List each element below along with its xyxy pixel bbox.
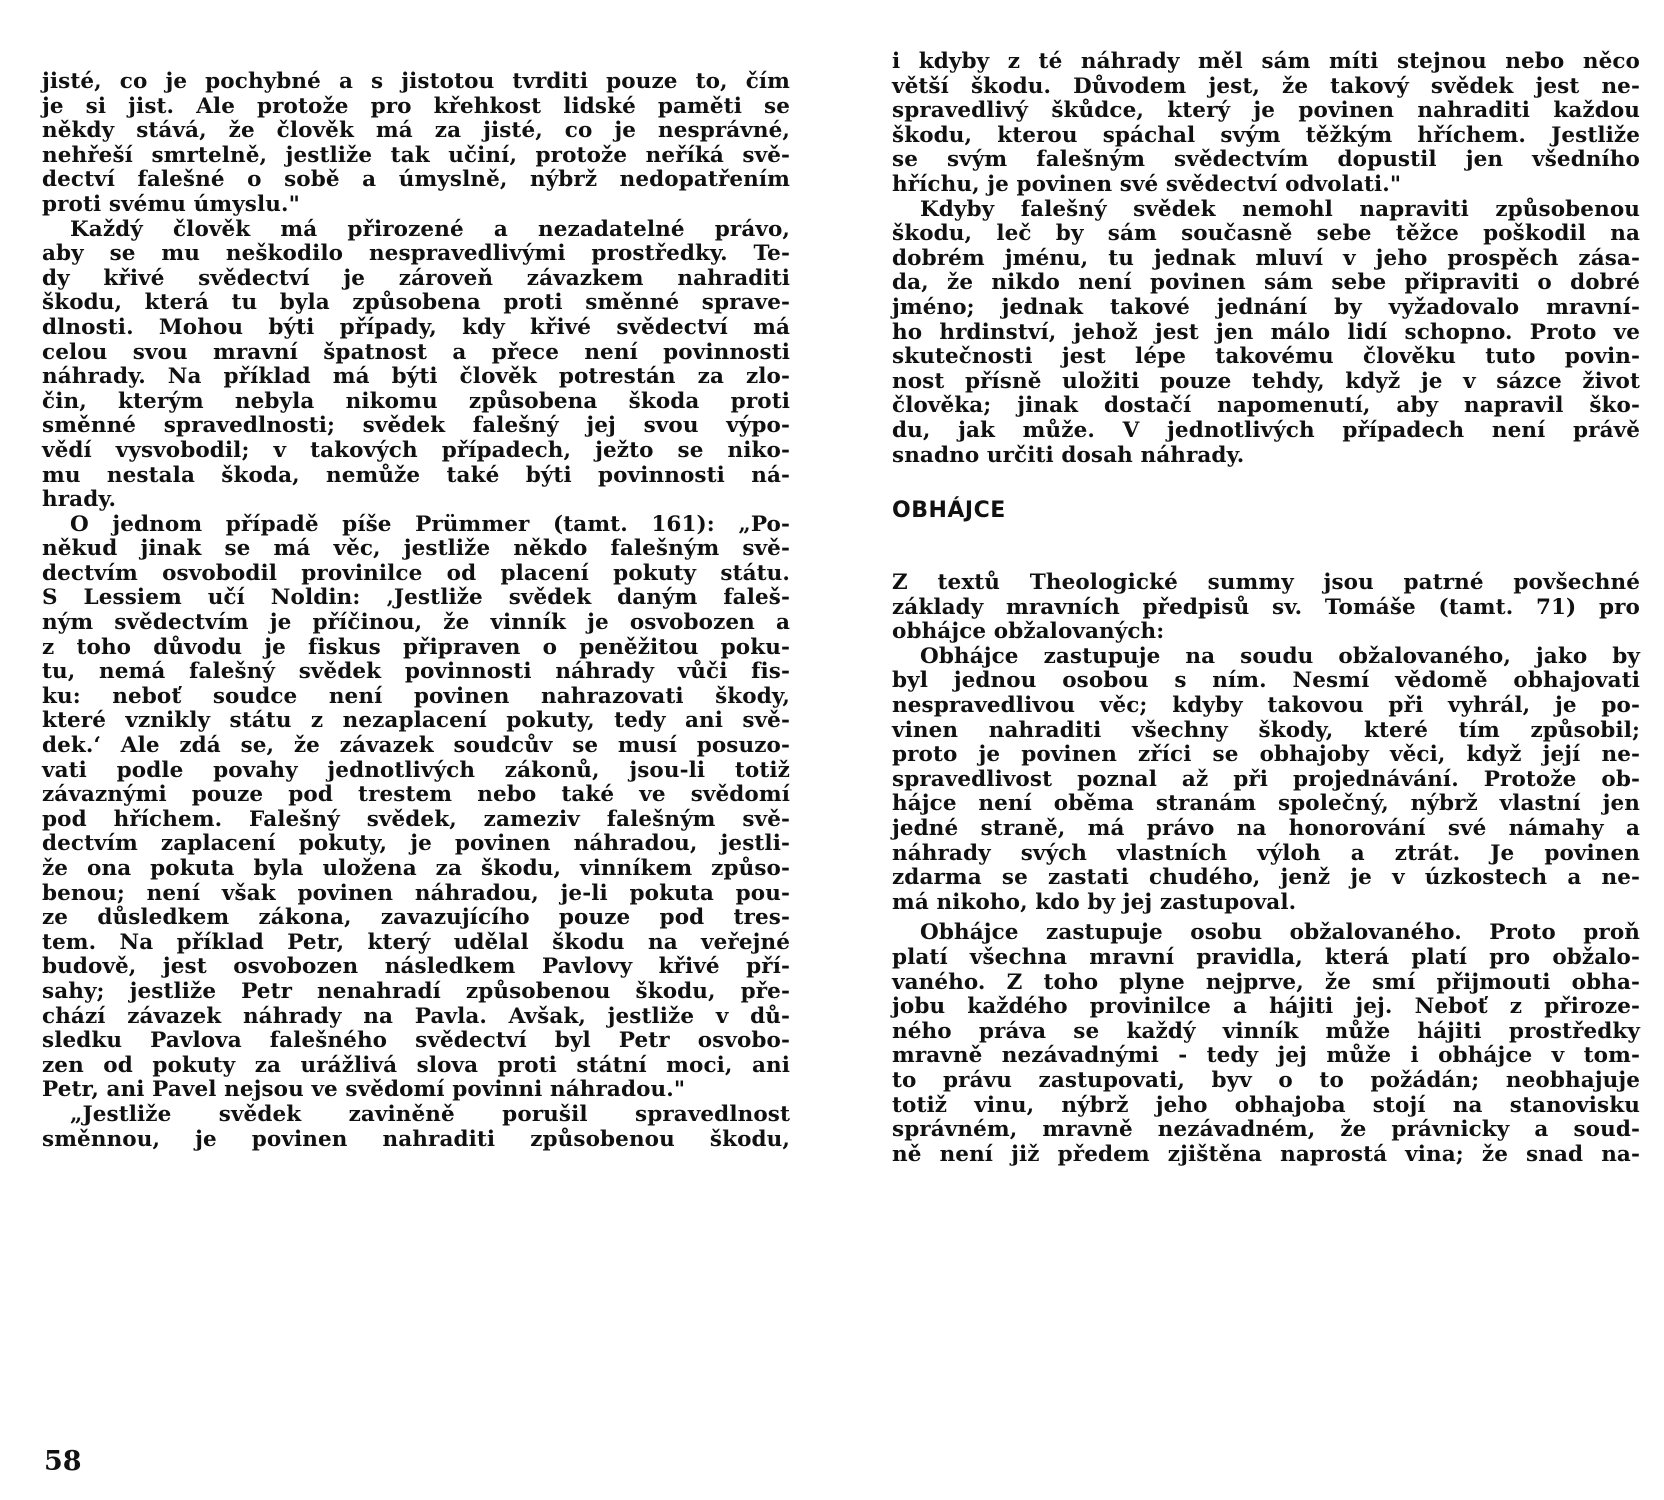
text-line: sledku Pavlova falešného svědectví byl Petr osvobo- <box>42 1028 790 1054</box>
text-line: Obhájce zastupuje na soudu obžalovaného, jako by <box>920 643 1640 669</box>
text-line: škodu, kterou spáchal svým těžkým hříchem. Jestliže <box>892 122 1640 148</box>
text-line: dobrém jménu, tu jednak mluví v jeho prospěch zása- <box>892 245 1640 271</box>
text-line: da, že nikdo není povinen sám sebe připraviti o dobré <box>892 270 1640 296</box>
text-line: které vznikly státu z nezaplacení pokuty, tedy ani svě- <box>42 708 790 734</box>
text-line: aby se mu neškodilo nespravedlivými prostředky. Te- <box>42 241 790 267</box>
text-line: ku: neboť soudce není povinen nahrazovati škody, <box>42 683 790 709</box>
left-column-text <box>42 70 790 1152</box>
text-line: směnné spravedlnosti; svědek falešný jej svou výpo- <box>42 413 790 439</box>
text-line: vědí vysvobodil; v takových případech, ježto se niko- <box>42 437 790 463</box>
text-line: budově, jest osvobozen následkem Pavlovy křivé pří- <box>42 954 790 980</box>
text-line: hájce není oběma stranám společný, nýbrž vlastní jen <box>892 791 1640 817</box>
text-line: jedné straně, má právo na honorování své námahy a <box>892 816 1640 842</box>
text-line: že ona pokuta byla uložena za škodu, vinníkem způso- <box>42 856 790 881</box>
text-line: Obhájce zastupuje osobu obžalovaného. Proto proň <box>920 920 1640 946</box>
section-heading: OBHÁJCE <box>892 498 1006 524</box>
text-line: správném, mravně nezávadném, že právnicky a soud- <box>892 1117 1640 1143</box>
text-line: tem. Na příklad Petr, který udělal škodu na veřejné <box>42 929 790 955</box>
text-line: základy mravních předpisů sv. Tomáše (tamt. 71) pro <box>892 594 1640 620</box>
text-line: O jednom případě píše Prümmer (tamt. 161): „Po- <box>70 511 790 537</box>
text-line: někud jinak se má věc, jestliže někdo falešným svě- <box>42 536 790 562</box>
text-line: čin, kterým nebyla nikomu způsobena škoda proti <box>42 388 790 414</box>
text-line: spravedlivý škůdce, který je povinen nahraditi každou <box>892 98 1640 124</box>
text-line: dy křivé svědectví je zároveň závazkem nahraditi <box>42 265 790 291</box>
text-line: vaného. Z toho plyne nejprve, že smí přijmouti obha- <box>892 969 1640 995</box>
text-line: mravně nezávadnými - tedy jej může i obhájce v tom- <box>892 1043 1640 1069</box>
text-line: sahy; jestliže Petr nenahradí způsobenou škodu, pře- <box>42 978 790 1004</box>
text-line: někdy stává, že člověk má za jisté, co je nesprávné, <box>42 118 790 144</box>
text-line: dectví falešné o sobě a úmyslně, nýbrž nedopatřením <box>42 167 790 193</box>
text-line: dek.‘ Ale zdá se, že závazek soudcův se musí posuzo- <box>42 733 790 759</box>
text-line: proto je povinen zříci se obhajoby věci, když její ne- <box>892 742 1640 768</box>
text-line: vati podle povahy jednotlivých zákonů, jsou-li totiž <box>42 757 790 783</box>
text-line: nost přísně uložiti pouze tehdy, když je v sázce život <box>892 368 1640 394</box>
text-line: se svým falešným svědectvím dopustil jen všedního <box>892 147 1640 173</box>
text-line: hrady. <box>42 487 117 513</box>
text-line: škodu, leč by sám současně sebe těžce poškodil na <box>892 221 1640 247</box>
text-line: jobu každého provinilce a hájiti jej. Neboť z přiroze- <box>892 994 1640 1020</box>
text-line: dectvím zaplacení pokuty, je povinen náhradou, jestli- <box>42 831 790 857</box>
text-line: obhájce obžalovaných: <box>892 619 1165 645</box>
section-paragraph-1 <box>892 645 1640 916</box>
page-number: 58 <box>44 1446 82 1477</box>
text-line: jméno; jednak takové jednání by vyžadovalo mravní- <box>892 294 1640 320</box>
text-line: člověka; jinak dostačí napomenutí, aby napravil ško- <box>892 393 1640 419</box>
text-line: závaznými pouze pod trestem nebo také ve svědomí <box>42 782 790 808</box>
text-line: větší škodu. Důvodem jest, že takový svědek jest ne- <box>892 73 1640 99</box>
text-line: škodu, která tu byla způsobena proti směnné sprave- <box>42 290 790 316</box>
text-line: S Lessiem učí Noldin: ‚Jestliže svědek daným faleš- <box>42 585 790 611</box>
text-line: platí všechna mravní pravidla, která platí pro obžalo- <box>892 945 1640 970</box>
text-line: směnnou, je povinen nahraditi způsobenou škodu, <box>42 1126 790 1152</box>
text-line: ného práva se každý vinník může hájiti prostředky <box>892 1018 1640 1044</box>
text-line: ně není již předem zjištěna naprostá vina; že snad na- <box>892 1141 1640 1167</box>
right-column <box>892 50 1640 1167</box>
text-line: dlnosti. Mohou býti případy, kdy křivé svědectví má <box>42 314 790 340</box>
text-line: proti svému úmyslu." <box>42 191 300 217</box>
text-line: je si jist. Ale protože pro křehkost lidské paměti se <box>42 93 790 119</box>
text-line: pod hříchem. Falešný svědek, zameziv falešným svě- <box>42 806 790 832</box>
text-line: jisté, co je pochybné a s jistotou tvrditi pouze to, čím <box>42 69 790 94</box>
section-paragraph-2 <box>892 921 1640 1167</box>
text-line: hříchu, je povinen své svědectví odvolati." <box>892 171 1402 197</box>
text-line: chází závazek náhrady na Pavla. Avšak, jestliže v dů- <box>42 1003 790 1029</box>
text-line: mu nestala škoda, nemůže také býti povinnosti ná- <box>42 462 790 488</box>
text-line: totiž vinu, nýbrž jeho obhajoba stojí na stanovisku <box>892 1092 1640 1118</box>
text-line: zen od pokuty za urážlivá slova proti státní moci, ani <box>42 1052 790 1078</box>
text-line: skutečnosti jest lépe takovému člověku tuto povin- <box>892 344 1640 370</box>
text-line: ho hrdinství, jehož jest jen málo lidí schopno. Proto ve <box>892 319 1640 345</box>
text-line: má nikoho, kdo by jej zastupoval. <box>892 889 1297 915</box>
text-line: ným svědectvím je příčinou, že vinník je osvobozen a <box>42 610 790 636</box>
text-line: ze důsledkem zákona, zavazujícího pouze pod tres- <box>42 905 790 931</box>
text-line: náhrady. Na příklad má býti člověk potrestán za zlo- <box>42 364 790 390</box>
text-line: z toho důvodu je fiskus připraven o peněžitou poku- <box>42 634 790 660</box>
text-line: zdarma se zastati chudého, jenž je v úzkostech a ne- <box>892 865 1640 891</box>
text-line: nehřeší smrtelně, jestliže tak učiní, protože neříká svě- <box>42 142 790 168</box>
text-line: to právu zastupovati, byv o to požádán; neobhajuje <box>892 1067 1640 1093</box>
text-line: dectvím osvobodil provinilce od placení pokuty státu. <box>42 560 790 586</box>
right-column-top-text <box>892 50 1640 468</box>
text-line: „Jestliže svědek zaviněně porušil spravedlnost <box>70 1101 790 1127</box>
text-line: du, jak může. V jednotlivých případech není právě <box>892 417 1640 443</box>
text-line: tu, nemá falešný svědek povinnosti náhrady vůči fis- <box>42 659 790 685</box>
text-line: byl jednou osobou s ním. Nesmí vědomě obhajovati <box>892 668 1640 694</box>
text-line: Kdyby falešný svědek nemohl napraviti způsobenou <box>920 196 1640 222</box>
text-line: i kdyby z té náhrady měl sám míti stejnou nebo něco <box>892 49 1640 74</box>
text-line: Z textů Theologické summy jsou patrné povšechné <box>892 570 1640 596</box>
text-line: vinen nahraditi všechny škody, které tím způsobil; <box>892 717 1640 743</box>
text-line: nespravedlivou věc; kdyby takovou při vyhrál, je po- <box>892 693 1640 719</box>
text-line: náhrady svých vlastních výloh a ztrát. Je povinen <box>892 840 1640 866</box>
text-line: benou; není však povinen náhradou, je-li pokuta pou- <box>42 880 790 906</box>
text-line: snadno určiti dosah náhrady. <box>892 442 1245 468</box>
text-line: Petr, ani Pavel nejsou ve svědomí povinni náhradou." <box>42 1077 686 1103</box>
text-line: Každý člověk má přirozené a nezadatelné právo, <box>70 216 790 242</box>
text-line: celou svou mravní špatnost a přece není povinnosti <box>42 339 790 365</box>
section-intro-text <box>892 571 1640 645</box>
text-line: spravedlivost poznal až při projednávání. Protože ob- <box>892 766 1640 792</box>
